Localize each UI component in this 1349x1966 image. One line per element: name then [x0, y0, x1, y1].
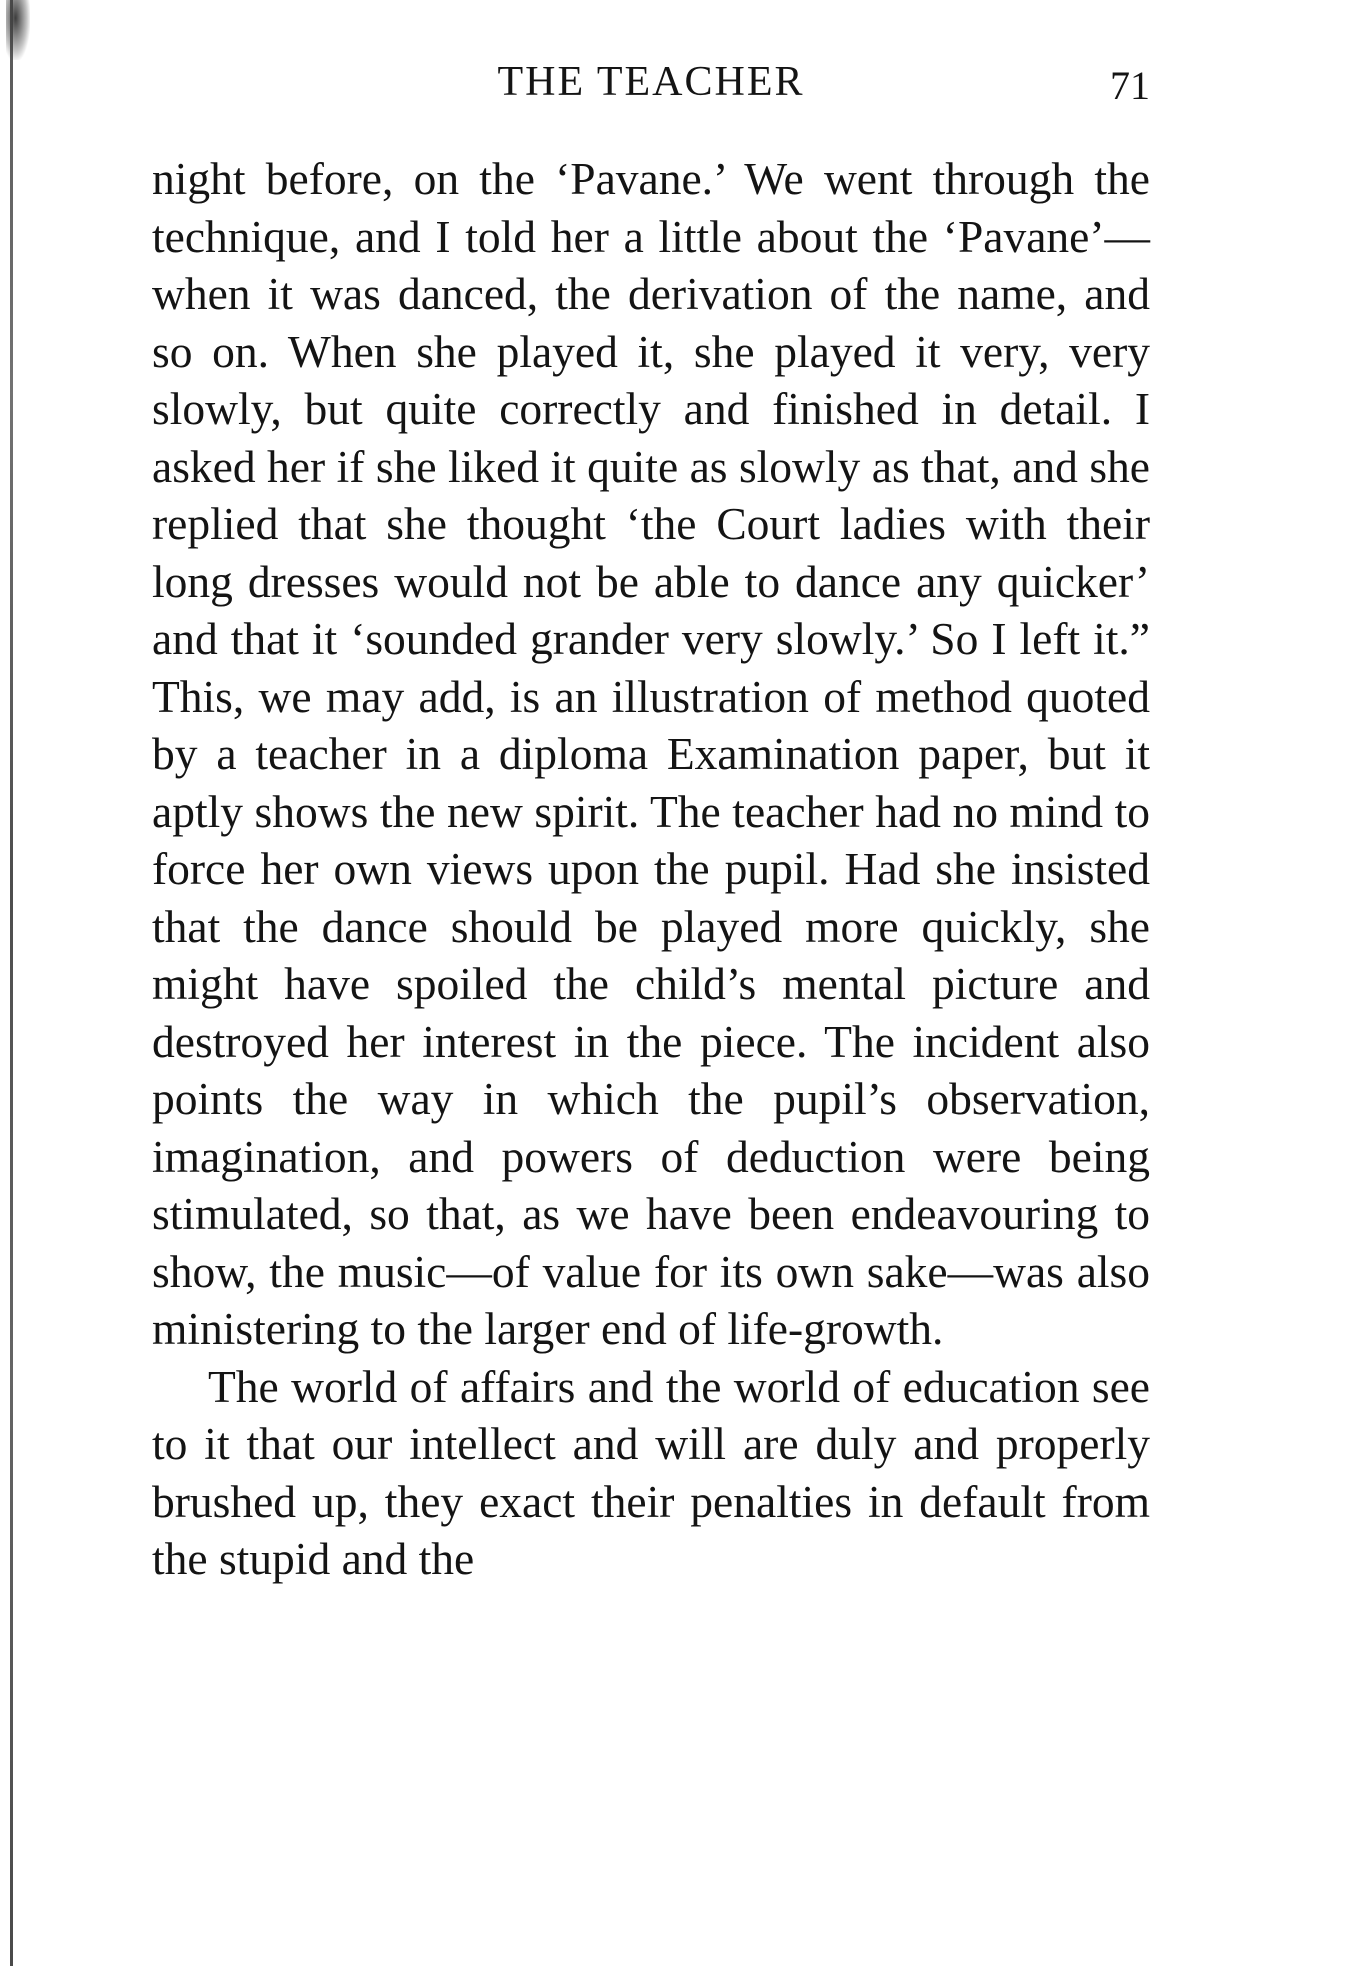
- binding-edge: [0, 0, 60, 1966]
- body-text: [152, 150, 1150, 1588]
- paragraph-1: night before, on the ‘Pavane.’ We went through the technique, and I told her a little about the ‘Pavane’—when it was danced, the derivation of the name, and so on. When she played it, she played it very, very slowly, but quite correctly and finished in detail. I asked her if she liked it quite as slowly as that, and she replied that she thought ‘the Court ladies with their long dresses would not be able to dance any quicker’ and that it ‘sounded grander very slowly.’ So I left it.” This, we may add, is an illustration of method quoted by a teacher in a diploma Examination paper, but it aptly shows the new spirit. The teacher had no mind to force her own views upon the pupil. Had she insisted that the dance should be played more quickly, she might have spoiled the child’s mental picture and destroyed her interest in the piece. The incident also points the way in which the pupil’s observation, imagination, and powers of deduction were being stimulated, so that, as we have been endeavouring to show, the music—of value for its own sake—was also ministering to the larger end of life-growth.: [152, 153, 1150, 1354]
- page-number: 71: [1110, 63, 1150, 108]
- paragraph-2: The world of affairs and the world of education see to it that our intellect and will are duly and properly brushed up, they exact their penalties in default from the stupid and the: [152, 1360, 1150, 1584]
- running-head: THE TEACHER: [497, 59, 805, 105]
- binding-smudge: [6, 0, 30, 60]
- page-header: [152, 52, 1150, 112]
- binding-shadow-line: [10, 0, 13, 1966]
